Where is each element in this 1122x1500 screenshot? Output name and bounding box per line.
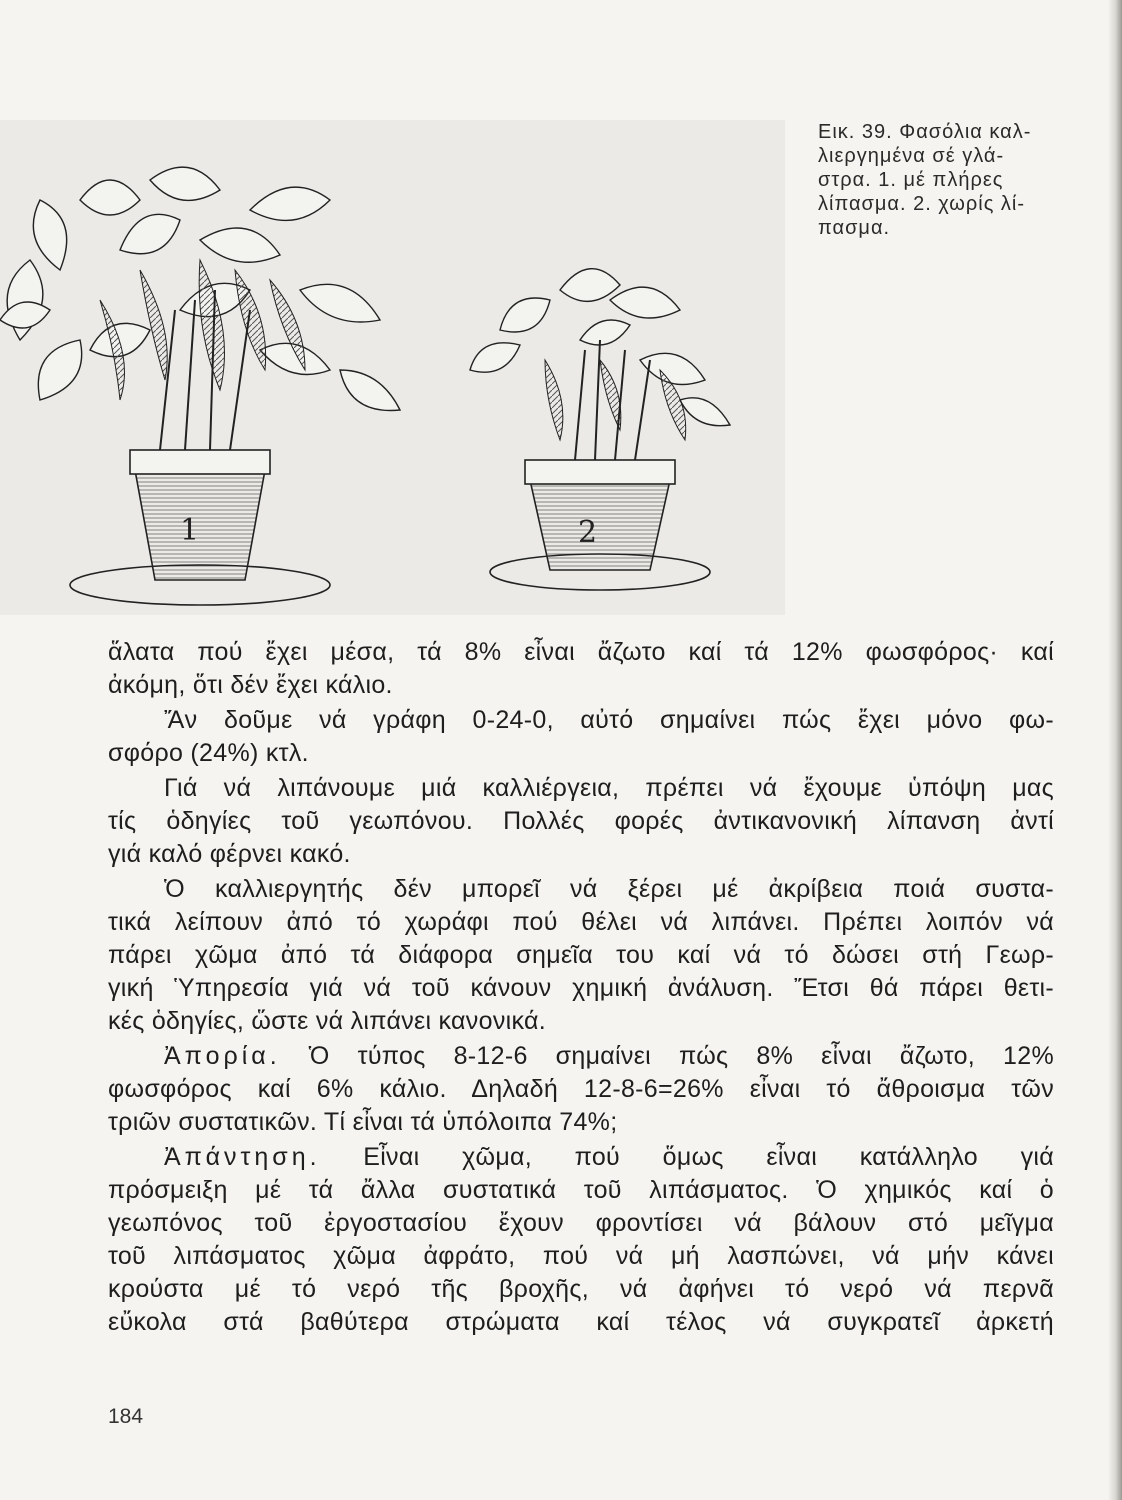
text-line: κές ὁδηγίες, ὥστε νά λιπάνει κανονικά. [108,1007,546,1035]
bean-plants-illustration [0,120,790,620]
text-line: τικά λείπουν ἀπό τό χωράφι πού θέλει νά λιπάνει. Πρέπει λοιπόν νά [108,908,1054,936]
text-line: γιά καλό φέρνει κακό. [108,840,351,868]
page-number: 184 [108,1405,144,1428]
text-line: φωσφόρος καί 6% κάλιο. Δηλαδή 12-8-6=26% εἶναι τό ἄθροισμα τῶν [108,1075,1054,1103]
text-line: σφόρο (24%) κτλ. [108,739,309,767]
page-edge [1108,0,1122,1500]
text-line: τίς ὁδηγίες τοῦ γεωπόνου. Πολλές φορές ἀντικανονική λίπανση ἀντί [108,807,1054,835]
text-line: εὔκολα στά βαθύτερα στρώματα καί τέλος νά συγκρατεῖ ἀρκετή [108,1308,1054,1336]
text-line: τοῦ λιπάσματος χῶμα ἀφράτο, πού νά μή λασπώνει, νά μήν κάνει [108,1242,1054,1270]
text-line: ἅλατα πού ἔχει μέσα, τά 8% εἶναι ἄζωτο καί τά 12% φωσφόρος· καί [108,638,1054,666]
figure-caption [818,120,1058,240]
pot-2-label: 2 [578,515,598,550]
text-line: πάρει χῶμα ἀπό τά διάφορα σημεῖα του καί νά τό δώσει στή Γεωρ- [108,941,1054,969]
caption-line: λιεργημένα σέ γλά- [818,145,1005,167]
caption-line: λίπασμα. 2. χωρίς λί- [818,193,1025,215]
pot-1-label: 1 [180,513,200,548]
text-line: Ὁ καλλιεργητής δέν μπορεῖ νά ξέρει μέ ἀκρίβεια ποιά συστα- [164,875,1054,903]
text-line: κρούστα μέ τό νερό τῆς βροχῆς, νά ἀφήνει τό νερό νά περνᾶ [108,1275,1054,1303]
text-line: Γιά νά λιπάνουμε μιά καλλιέργεια, πρέπει νά ἔχουμε ὑπόψη μας [164,774,1054,802]
text-line: τριῶν συστατικῶν. Τί εἶναι τά ὑπόλοιπα 74%; [108,1108,618,1136]
paragraph-answer [108,1141,1054,1339]
caption-line: πασμα. [818,217,891,239]
text-line: ἀκόμη, ὅτι δέν ἔχει κάλιο. [108,671,393,699]
paragraph-question [108,1040,1054,1139]
body-text [108,636,1054,1341]
text-line: Ἄν δοῦμε νά γράφη 0-24-0, αὐτό σημαίνει πώς ἔχει μόνο φω- [164,706,1054,734]
paragraph-2 [108,704,1054,770]
paragraph-4 [108,873,1054,1038]
caption-line: στρα. 1. μέ πλήρες [818,169,1004,191]
answer-label: Ἀπάντηση. [164,1143,321,1171]
question-label: Ἀπορία. [164,1042,281,1070]
text-line: γεωπόνος τοῦ ἐργοστασίου ἔχουν φροντίσει νά βάλουν στό μεῖγμα [108,1209,1054,1237]
text-line: Ὁ τύπος 8-12-6 σημαίνει πώς 8% εἶναι ἄζωτο, 12% [280,1042,1054,1070]
caption-line: Εικ. 39. Φασόλια καλ- [818,121,1032,143]
paragraph-3 [108,772,1054,871]
text-line: γική Ὑπηρεσία γιά νά τοῦ κάνουν χημική ἀνάλυση. Ἔτσι θά πάρει θετι- [108,974,1054,1002]
text-line: πρόσμειξη μέ τά ἄλλα συστατικά τοῦ λιπάσματος. Ὁ χημικός καί ὁ [108,1176,1054,1204]
figure-bean-plants [0,120,790,620]
paragraph-1 [108,636,1054,702]
text-line: Εἶναι χῶμα, πού ὅμως εἶναι κατάλληλο γιά [320,1143,1054,1171]
